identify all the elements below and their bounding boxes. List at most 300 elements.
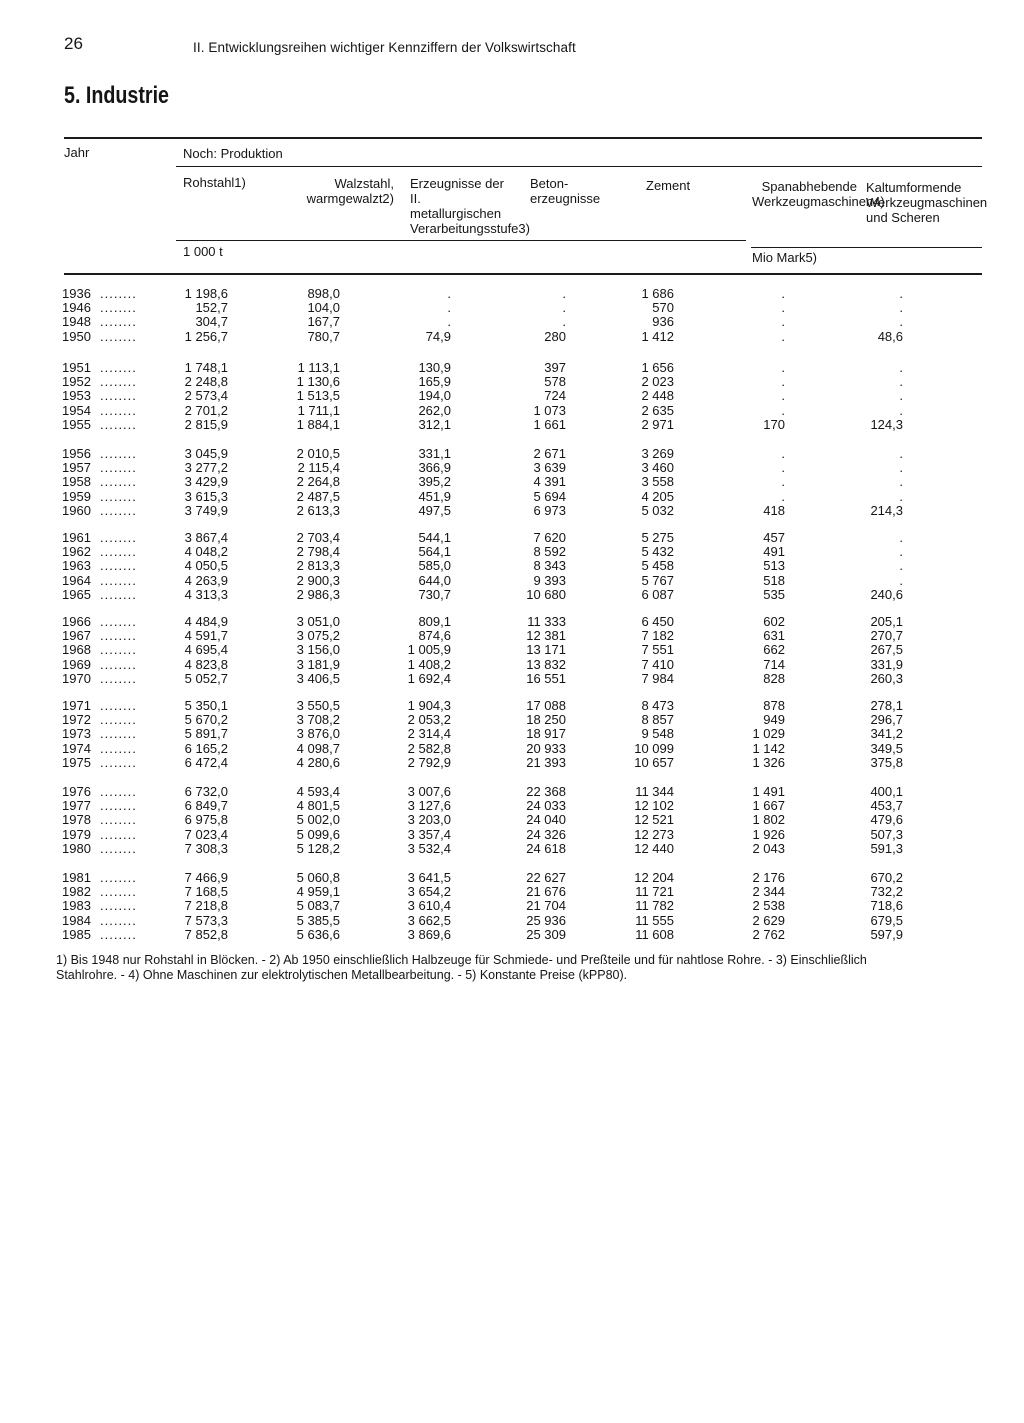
- value-cell: 2 703,4: [296, 530, 340, 545]
- year-cell: 1936: [62, 286, 91, 301]
- value-cell: 3 532,4: [407, 840, 451, 856]
- value-cell: 16 551: [526, 670, 566, 686]
- value-cell: 5 002,0: [296, 812, 340, 828]
- value-cell: 21 393: [526, 754, 566, 770]
- value-cell: 9 548: [641, 726, 674, 742]
- year-cell: 1955: [62, 416, 91, 432]
- value-cell: .: [781, 328, 785, 344]
- value-cell: 5 385,5: [296, 912, 340, 928]
- leader-dots: ........: [100, 572, 137, 588]
- value-cell: 2 613,3: [296, 502, 340, 518]
- value-cell: 6 849,7: [184, 798, 228, 814]
- value-cell: 5 275: [641, 530, 674, 545]
- col-header-beton: Beton-erzeugnisse: [530, 176, 601, 206]
- year-cell: 1974: [62, 740, 91, 756]
- value-cell: 7 182: [641, 628, 674, 644]
- value-cell: 7 852,8: [184, 926, 228, 942]
- value-cell: 5 432: [641, 544, 674, 560]
- value-cell: .: [781, 388, 785, 404]
- top-rule: [64, 137, 982, 139]
- value-cell: 2 813,3: [296, 558, 340, 574]
- leader-dots: ........: [100, 474, 137, 490]
- value-cell: 597,9: [870, 926, 903, 942]
- value-cell: 12 440: [634, 840, 674, 856]
- footnote-line-2: Stahlrohre. - 4) Ohne Maschinen zur elektrolytischen Metallbearbeitung. - 5) Konstante Preise (kPP80).: [56, 968, 628, 982]
- value-cell: 5 891,7: [184, 726, 228, 742]
- value-cell: 7 984: [641, 670, 674, 686]
- value-cell: 4 484,9: [184, 614, 228, 629]
- value-cell: 8 343: [533, 558, 566, 574]
- year-cell: 1946: [62, 300, 91, 316]
- leader-dots: ........: [100, 544, 137, 560]
- leader-dots: ........: [100, 898, 137, 914]
- leader-dots: ........: [100, 416, 137, 432]
- col-header-walzstahl: Walzstahl, warmgewalzt2): [306, 176, 394, 206]
- value-cell: .: [899, 572, 903, 588]
- value-cell: 724: [544, 388, 566, 404]
- value-cell: 25 309: [526, 926, 566, 942]
- value-cell: 878: [763, 698, 785, 713]
- value-cell: 2 314,4: [407, 726, 451, 742]
- value-cell: 3 869,6: [407, 926, 451, 942]
- value-cell: 165,9: [418, 374, 451, 390]
- value-cell: 1 667: [752, 798, 785, 814]
- value-cell: 3 269: [641, 446, 674, 461]
- value-cell: .: [899, 374, 903, 390]
- year-cell: 1984: [62, 912, 91, 928]
- value-cell: 2 043: [752, 840, 785, 856]
- value-cell: 7 023,4: [184, 826, 228, 842]
- leader-dots: ........: [100, 812, 137, 828]
- value-cell: 3 639: [533, 460, 566, 476]
- year-cell: 1977: [62, 798, 91, 814]
- leader-dots: ........: [100, 754, 137, 770]
- group-rule: [176, 166, 982, 167]
- value-cell: 5 694: [533, 488, 566, 504]
- value-cell: .: [447, 300, 451, 316]
- value-cell: 395,2: [418, 474, 451, 490]
- year-cell: 1970: [62, 670, 91, 686]
- value-cell: .: [781, 460, 785, 476]
- leader-dots: ........: [100, 840, 137, 856]
- value-cell: 1 491: [752, 784, 785, 799]
- value-cell: 3 277,2: [184, 460, 228, 476]
- value-cell: .: [899, 300, 903, 316]
- unit-label-tonnes: 1 000 t: [183, 244, 223, 259]
- value-cell: 11 721: [635, 884, 674, 900]
- value-cell: 3 610,4: [407, 898, 451, 914]
- value-cell: 4 263,9: [184, 572, 228, 588]
- value-cell: 10 680: [526, 586, 566, 602]
- value-cell: 167,7: [307, 314, 340, 330]
- value-cell: 714: [763, 656, 785, 672]
- value-cell: 6 973: [533, 502, 566, 518]
- value-cell: 304,7: [195, 314, 228, 330]
- value-cell: 262,0: [418, 402, 451, 418]
- value-cell: 3 357,4: [407, 826, 451, 842]
- value-cell: .: [781, 474, 785, 490]
- value-cell: .: [899, 530, 903, 545]
- value-cell: 2 629: [752, 912, 785, 928]
- value-cell: .: [562, 300, 566, 316]
- value-cell: 267,5: [870, 642, 903, 658]
- value-cell: 507,3: [870, 826, 903, 842]
- value-cell: 24 618: [526, 840, 566, 856]
- section-title: 5. Industrie: [64, 82, 169, 109]
- value-cell: 1 513,5: [296, 388, 340, 404]
- value-cell: 12 381: [526, 628, 566, 644]
- value-cell: 3 007,6: [407, 784, 451, 799]
- year-cell: 1979: [62, 826, 91, 842]
- value-cell: 9 393: [533, 572, 566, 588]
- value-cell: 3 558: [641, 474, 674, 490]
- value-cell: .: [781, 402, 785, 418]
- value-cell: 7 308,3: [184, 840, 228, 856]
- value-cell: 1 748,1: [184, 360, 228, 375]
- value-cell: 2 762: [752, 926, 785, 942]
- value-cell: .: [899, 314, 903, 330]
- year-cell: 1954: [62, 402, 91, 418]
- value-cell: 3 203,0: [407, 812, 451, 828]
- header-bottom-rule: [64, 273, 982, 275]
- leader-dots: ........: [100, 388, 137, 404]
- value-cell: 6 472,4: [184, 754, 228, 770]
- value-cell: 809,1: [418, 614, 451, 629]
- value-cell: 1 005,9: [407, 642, 451, 658]
- value-cell: 4 959,1: [296, 884, 340, 900]
- leader-dots: ........: [100, 784, 137, 799]
- leader-dots: ........: [100, 360, 137, 375]
- value-cell: 11 333: [527, 614, 566, 629]
- value-cell: 5 636,6: [296, 926, 340, 942]
- leader-dots: ........: [100, 628, 137, 644]
- value-cell: 936: [652, 314, 674, 330]
- value-cell: 24 326: [526, 826, 566, 842]
- value-cell: 2 701,2: [184, 402, 228, 418]
- value-cell: 3 867,4: [184, 530, 228, 545]
- value-cell: 375,8: [870, 754, 903, 770]
- year-cell: 1981: [62, 870, 91, 885]
- value-cell: 457: [763, 530, 785, 545]
- year-cell: 1956: [62, 446, 91, 461]
- value-cell: 1 661: [533, 416, 566, 432]
- value-cell: 3 075,2: [296, 628, 340, 644]
- value-cell: 591,3: [870, 840, 903, 856]
- value-cell: 2 538: [752, 898, 785, 914]
- value-cell: 5 083,7: [296, 898, 340, 914]
- value-cell: .: [562, 286, 566, 301]
- value-cell: 2 010,5: [296, 446, 340, 461]
- value-cell: 12 102: [634, 798, 674, 814]
- value-cell: 2 176: [752, 870, 785, 885]
- unit-rule-left: [176, 240, 746, 241]
- value-cell: 631: [763, 628, 785, 644]
- value-cell: .: [562, 314, 566, 330]
- value-cell: 3 876,0: [296, 726, 340, 742]
- year-cell: 1968: [62, 642, 91, 658]
- leader-dots: ........: [100, 314, 137, 330]
- value-cell: 2 264,8: [296, 474, 340, 490]
- leader-dots: ........: [100, 726, 137, 742]
- year-cell: 1957: [62, 460, 91, 476]
- value-cell: 8 857: [641, 712, 674, 728]
- value-cell: 2 573,4: [184, 388, 228, 404]
- value-cell: 564,1: [418, 544, 451, 560]
- value-cell: 7 620: [533, 530, 566, 545]
- year-cell: 1963: [62, 558, 91, 574]
- value-cell: 2 986,3: [296, 586, 340, 602]
- year-cell: 1973: [62, 726, 91, 742]
- year-cell: 1983: [62, 898, 91, 914]
- value-cell: 260,3: [870, 670, 903, 686]
- year-cell: 1978: [62, 812, 91, 828]
- value-cell: 400,1: [870, 784, 903, 799]
- value-cell: 3 127,6: [407, 798, 451, 814]
- value-cell: .: [781, 446, 785, 461]
- value-cell: 11 344: [635, 784, 674, 799]
- value-cell: 278,1: [870, 698, 903, 713]
- value-cell: 5 099,6: [296, 826, 340, 842]
- value-cell: 13 832: [526, 656, 566, 672]
- value-cell: 6 165,2: [184, 740, 228, 756]
- footnote-line-1: 1) Bis 1948 nur Rohstahl in Blöcken. - 2) Ab 1950 einschließlich Halbzeuge für Schmiede- und Preßteile und für nahtlose Rohre. - 3) Einschließlich: [56, 953, 867, 967]
- value-cell: .: [899, 360, 903, 375]
- value-cell: 4 313,3: [184, 586, 228, 602]
- value-cell: .: [899, 446, 903, 461]
- leader-dots: ........: [100, 698, 137, 713]
- value-cell: 518: [763, 572, 785, 588]
- year-cell: 1958: [62, 474, 91, 490]
- value-cell: 3 156,0: [296, 642, 340, 658]
- value-cell: 1 256,7: [184, 328, 228, 344]
- value-cell: 170: [763, 416, 785, 432]
- value-cell: 1 113,1: [297, 360, 340, 375]
- leader-dots: ........: [100, 300, 137, 316]
- leader-dots: ........: [100, 488, 137, 504]
- value-cell: 4 391: [533, 474, 566, 490]
- value-cell: .: [781, 374, 785, 390]
- value-cell: .: [899, 388, 903, 404]
- leader-dots: ........: [100, 374, 137, 390]
- value-cell: .: [899, 286, 903, 301]
- value-cell: 4 591,7: [184, 628, 228, 644]
- value-cell: 1 412: [641, 328, 674, 344]
- value-cell: 544,1: [418, 530, 451, 545]
- value-cell: 6 450: [641, 614, 674, 629]
- value-cell: 5 458: [641, 558, 674, 574]
- value-cell: 5 060,8: [296, 870, 340, 885]
- value-cell: 205,1: [870, 614, 903, 629]
- value-cell: 2 115,4: [297, 460, 340, 476]
- value-cell: 10 099: [634, 740, 674, 756]
- footnotes: [56, 953, 986, 983]
- value-cell: 4 280,6: [296, 754, 340, 770]
- value-cell: 578: [544, 374, 566, 390]
- leader-dots: ........: [100, 402, 137, 418]
- value-cell: 1 130,6: [296, 374, 340, 390]
- value-cell: 22 368: [526, 784, 566, 799]
- leader-dots: ........: [100, 286, 137, 301]
- value-cell: 718,6: [870, 898, 903, 914]
- value-cell: 1 326: [752, 754, 785, 770]
- value-cell: 1 073: [533, 402, 566, 418]
- value-cell: 18 250: [526, 712, 566, 728]
- leader-dots: ........: [100, 656, 137, 672]
- value-cell: 74,9: [425, 328, 451, 344]
- value-cell: 3 654,2: [407, 884, 451, 900]
- leader-dots: ........: [100, 826, 137, 842]
- leader-dots: ........: [100, 502, 137, 518]
- value-cell: 4 050,5: [184, 558, 228, 574]
- value-cell: 730,7: [418, 586, 451, 602]
- year-cell: 1950: [62, 328, 91, 344]
- value-cell: 2 971: [641, 416, 674, 432]
- value-cell: 214,3: [870, 502, 903, 518]
- value-cell: 4 593,4: [296, 784, 340, 799]
- value-cell: 451,9: [418, 488, 451, 504]
- value-cell: 2 635: [641, 402, 674, 418]
- leader-dots: ........: [100, 558, 137, 574]
- value-cell: 11 782: [635, 898, 674, 914]
- year-cell: 1971: [62, 698, 91, 713]
- year-cell: 1951: [62, 360, 91, 375]
- leader-dots: ........: [100, 530, 137, 545]
- value-cell: .: [899, 544, 903, 560]
- value-cell: 152,7: [195, 300, 228, 316]
- value-cell: 10 657: [634, 754, 674, 770]
- value-cell: 20 933: [526, 740, 566, 756]
- value-cell: 1 904,3: [407, 698, 451, 713]
- year-cell: 1959: [62, 488, 91, 504]
- leader-dots: ........: [100, 926, 137, 942]
- value-cell: 130,9: [418, 360, 451, 375]
- value-cell: 296,7: [870, 712, 903, 728]
- leader-dots: ........: [100, 446, 137, 461]
- value-cell: 874,6: [418, 628, 451, 644]
- value-cell: 535: [763, 586, 785, 602]
- value-cell: 24 040: [526, 812, 566, 828]
- value-cell: 2 671: [533, 446, 566, 461]
- value-cell: .: [781, 360, 785, 375]
- value-cell: 6 087: [641, 586, 674, 602]
- value-cell: .: [447, 314, 451, 330]
- value-cell: 7 551: [641, 642, 674, 658]
- value-cell: 2 448: [641, 388, 674, 404]
- year-cell: 1966: [62, 614, 91, 629]
- value-cell: 4 205: [641, 488, 674, 504]
- leader-dots: ........: [100, 884, 137, 900]
- year-cell: 1952: [62, 374, 91, 390]
- value-cell: 3 051,0: [296, 614, 340, 629]
- leader-dots: ........: [100, 740, 137, 756]
- leader-dots: ........: [100, 798, 137, 814]
- value-cell: 5 767: [641, 572, 674, 588]
- value-cell: 3 708,2: [296, 712, 340, 728]
- value-cell: .: [899, 474, 903, 490]
- unit-rule-right: [751, 247, 982, 248]
- value-cell: 732,2: [870, 884, 903, 900]
- value-cell: 5 670,2: [184, 712, 228, 728]
- value-cell: .: [447, 286, 451, 301]
- value-cell: 25 936: [526, 912, 566, 928]
- leader-dots: ........: [100, 712, 137, 728]
- value-cell: 2 023: [641, 374, 674, 390]
- value-cell: 679,5: [870, 912, 903, 928]
- value-cell: 1 142: [752, 740, 785, 756]
- col-group-header: Noch: Produktion: [183, 146, 283, 161]
- value-cell: 12 273: [634, 826, 674, 842]
- year-cell: 1961: [62, 530, 91, 545]
- value-cell: 898,0: [307, 286, 340, 301]
- value-cell: .: [899, 460, 903, 476]
- value-cell: 8 592: [533, 544, 566, 560]
- value-cell: 7 218,8: [184, 898, 228, 914]
- value-cell: 491: [763, 544, 785, 560]
- value-cell: 17 088: [526, 698, 566, 713]
- value-cell: 331,9: [870, 656, 903, 672]
- value-cell: 602: [763, 614, 785, 629]
- leader-dots: ........: [100, 328, 137, 344]
- year-cell: 1980: [62, 840, 91, 856]
- year-cell: 1948: [62, 314, 91, 330]
- year-cell: 1964: [62, 572, 91, 588]
- value-cell: 4 801,5: [296, 798, 340, 814]
- year-cell: 1976: [62, 784, 91, 799]
- unit-label-mio-mark: Mio Mark5): [752, 250, 818, 265]
- value-cell: 2 582,8: [407, 740, 451, 756]
- year-cell: 1972: [62, 712, 91, 728]
- year-cell: 1965: [62, 586, 91, 602]
- value-cell: 3 641,5: [407, 870, 451, 885]
- leader-dots: ........: [100, 870, 137, 885]
- value-cell: 418: [763, 502, 785, 518]
- col-header-jahr: Jahr: [64, 145, 90, 160]
- value-cell: 570: [652, 300, 674, 316]
- value-cell: 21 704: [526, 898, 566, 914]
- value-cell: 1 926: [752, 826, 785, 842]
- value-cell: 513: [763, 558, 785, 574]
- value-cell: 1 711,1: [297, 402, 340, 418]
- value-cell: 3 429,9: [184, 474, 228, 490]
- value-cell: 7 573,3: [184, 912, 228, 928]
- value-cell: .: [781, 488, 785, 504]
- value-cell: .: [899, 558, 903, 574]
- value-cell: 2 798,4: [296, 544, 340, 560]
- value-cell: .: [781, 314, 785, 330]
- value-cell: 1 408,2: [407, 656, 451, 672]
- leader-dots: ........: [100, 460, 137, 476]
- value-cell: 12 204: [634, 870, 674, 885]
- value-cell: 366,9: [418, 460, 451, 476]
- value-cell: 2 487,5: [296, 488, 340, 504]
- value-cell: 104,0: [307, 300, 340, 316]
- col-header-spanabhebende: Spanabhebende Werkzeugmaschinen4): [752, 179, 885, 209]
- value-cell: 3 181,9: [296, 656, 340, 672]
- value-cell: 3 550,5: [296, 698, 340, 713]
- value-cell: 5 350,1: [184, 698, 228, 713]
- value-cell: 349,5: [870, 740, 903, 756]
- value-cell: .: [899, 488, 903, 504]
- col-header-zement: Zement: [646, 178, 691, 193]
- year-cell: 1953: [62, 388, 91, 404]
- leader-dots: ........: [100, 912, 137, 928]
- year-cell: 1960: [62, 502, 91, 518]
- page-number: 26: [64, 34, 83, 53]
- value-cell: 4 823,8: [184, 656, 228, 672]
- value-cell: 4 695,4: [184, 642, 228, 658]
- value-cell: 21 676: [526, 884, 566, 900]
- value-cell: 18 917: [526, 726, 566, 742]
